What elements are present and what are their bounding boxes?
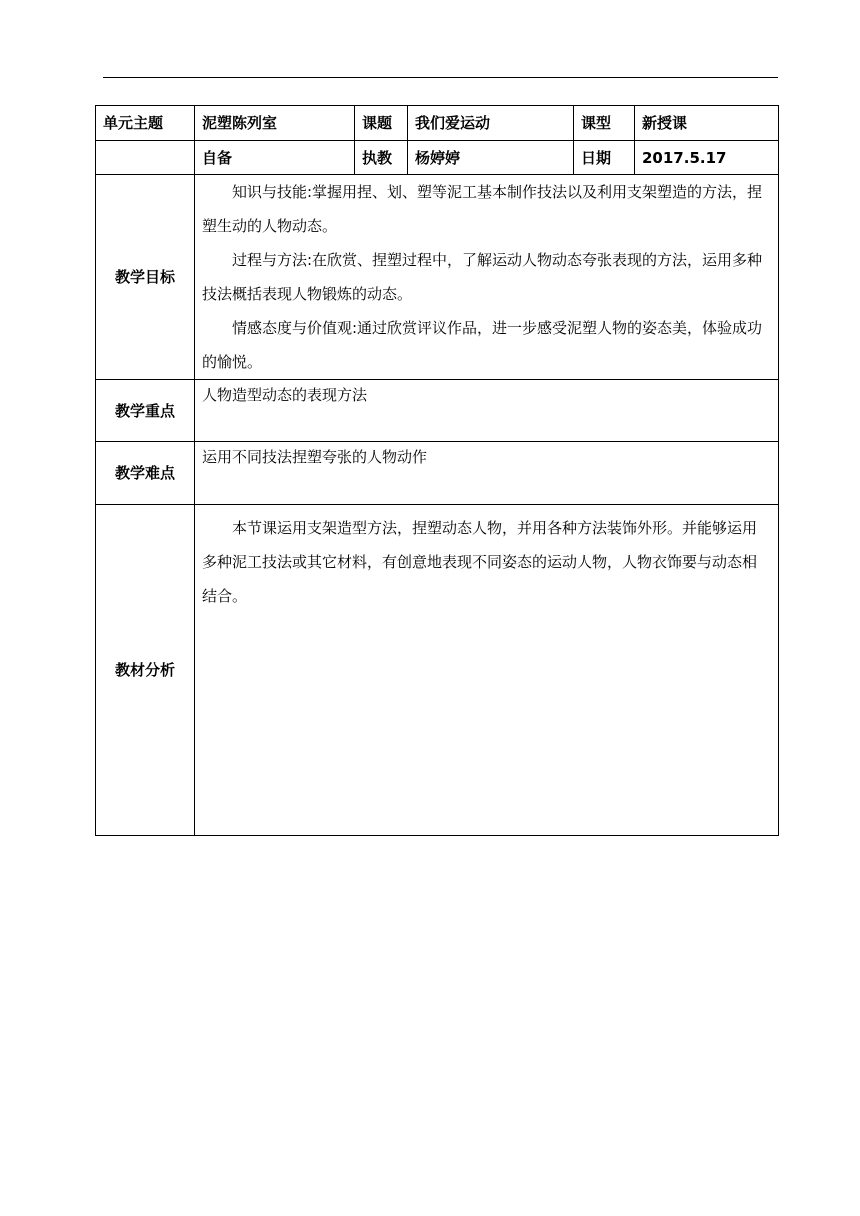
prep-value: 自备	[195, 141, 355, 175]
header-rule	[103, 77, 778, 78]
objective-knowledge: 知识与技能:掌握用捏、划、塑等泥工基本制作技法以及利用支架塑造的方法，捏塑生动的人物动态。	[202, 183, 763, 235]
objective-attitude: 情感态度与价值观:通过欣赏评议作品，进一步感受泥塑人物的姿态美，体验成功的愉悦。	[202, 319, 763, 371]
teacher-value: 杨婷婷	[408, 141, 574, 175]
table-row-info	[96, 141, 779, 175]
date-value: 2017.5.17	[635, 141, 779, 175]
objectives-label: 教学目标	[96, 175, 195, 380]
unit-theme-value: 泥塑陈列室	[195, 106, 355, 141]
material-analysis-text: 本节课运用支架造型方法，捏塑动态人物，并用各种方法装饰外形。并能够运用多种泥工技法或其它材料，有创意地表现不同姿态的运动人物，人物衣饰要与动态相结合。	[202, 519, 758, 605]
key-points-label: 教学重点	[96, 380, 195, 442]
teacher-label: 执教	[355, 141, 408, 175]
table-row-key-points	[96, 380, 779, 442]
unit-theme-label: 单元主题	[96, 106, 195, 141]
material-analysis-label: 教材分析	[96, 505, 195, 836]
table-row-header	[96, 106, 779, 141]
objectives-content	[195, 175, 779, 380]
blank-cell	[96, 141, 195, 175]
material-analysis-content	[195, 505, 779, 836]
table-row-material-analysis	[96, 505, 779, 836]
difficulties-label: 教学难点	[96, 442, 195, 505]
date-label: 日期	[574, 141, 635, 175]
table-row-difficulties	[96, 442, 779, 505]
table-row-objectives	[96, 175, 779, 380]
topic-label: 课题	[355, 106, 408, 141]
lesson-type-label: 课型	[574, 106, 635, 141]
key-points-text: 人物造型动态的表现方法	[195, 380, 779, 442]
lesson-type-value: 新授课	[635, 106, 779, 141]
lesson-plan-table	[95, 105, 779, 836]
topic-value: 我们爱运动	[408, 106, 574, 141]
objective-process: 过程与方法:在欣赏、捏塑过程中，了解运动人物动态夸张表现的方法，运用多种技法概括表现人物锻炼的动态。	[202, 251, 763, 303]
difficulties-text: 运用不同技法捏塑夸张的人物动作	[195, 442, 779, 505]
